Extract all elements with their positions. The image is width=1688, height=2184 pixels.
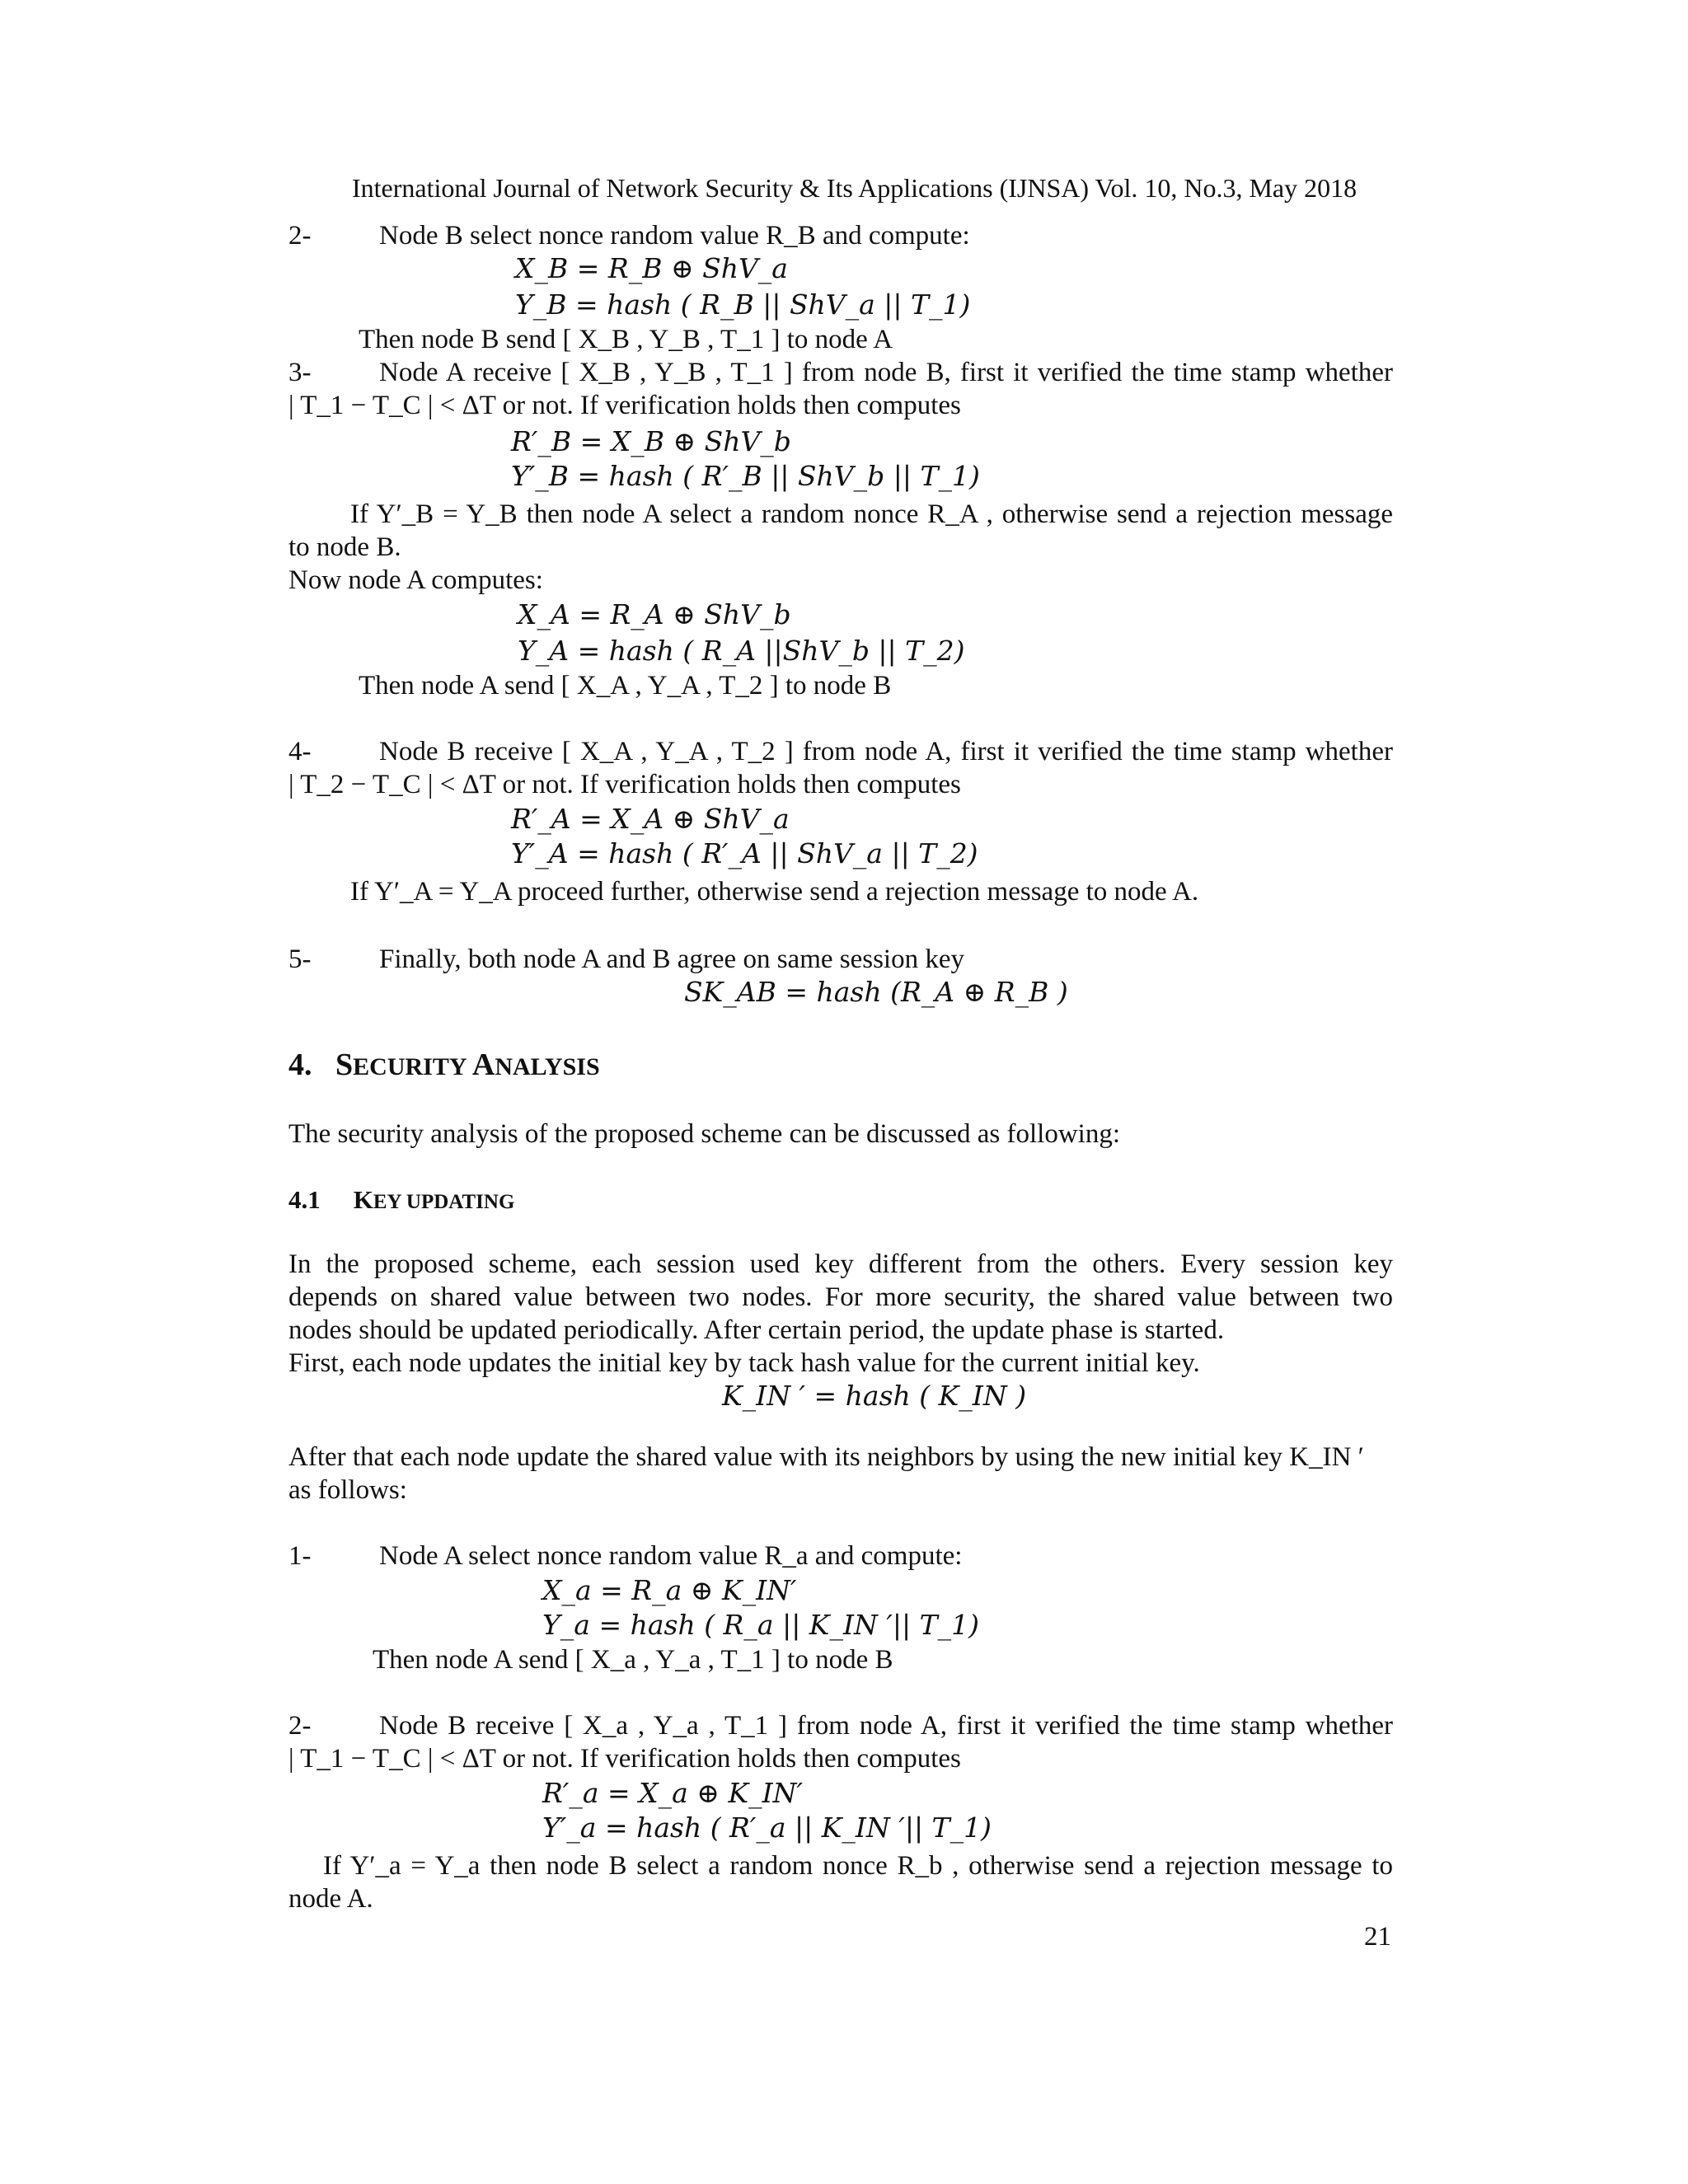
section-4-1-para-line: nodes should be updated periodically. After certain period, the update phase is started. <box>288 1315 1225 1345</box>
section-4-1-number: 4.1 <box>288 1185 321 1214</box>
ku-step-1-eq-ya: Y_a = hash ( R_a || K_IN ′|| T_1) <box>542 1609 979 1641</box>
ku-step-2-number: 2- <box>288 1711 312 1741</box>
step-3-cont: to node B. <box>288 532 401 562</box>
step-4-eq-ra: R′_A = X_A ⊕ ShV_a <box>511 803 790 835</box>
ku-step-2-line1: Node B receive [ X_a , Y_a , T_1 ] from node A, first it verified the time stamp whether <box>379 1711 1393 1741</box>
section-4-1-para-line: In the proposed scheme, each session used key different from the others. Every session key <box>288 1249 1393 1279</box>
step-3-send: Then node A send [ X_A , Y_A , T_2 ] to node B <box>359 671 892 701</box>
step-4-eq-ya: Y′_A = hash ( R′_A || ShV_a || T_2) <box>511 837 978 869</box>
section-4-1-eq-kin: K_IN ′ = hash ( K_IN ) <box>722 1380 1027 1412</box>
section-4-1-para2-line2: as follows: <box>288 1475 407 1505</box>
step-3-eq-ya: Y_A = hash ( R_A ||ShV_b || T_2) <box>518 635 965 667</box>
step-4-line1: Node B receive [ X_A , Y_A , T_2 ] from node A, first it verified the time stamp whether <box>379 737 1393 766</box>
step-5-number: 5- <box>288 944 312 974</box>
ku-step-1-send: Then node A send [ X_a , Y_a , T_1 ] to node B <box>373 1645 893 1675</box>
section-4-1-para-line: depends on shared value between two nodes. For more security, the shared value between two <box>288 1282 1393 1312</box>
ku-step-2-eq-ra: R′_a = X_a ⊕ K_IN′ <box>542 1777 803 1809</box>
step-3-eq-yb: Y′_B = hash ( R′_B || ShV_b || T_1) <box>511 460 980 492</box>
step-3-line1: Node A receive [ X_B , Y_B , T_1 ] from node B, first it verified the time stamp whether <box>379 358 1393 387</box>
ku-step-1-eq-xa: X_a = R_a ⊕ K_IN′ <box>542 1574 797 1606</box>
step-3-number: 3- <box>288 358 312 387</box>
section-4-heading: 4. SECURITY ANALYSIS <box>288 1047 600 1082</box>
step-4-if: If Y′_A = Y_A proceed further, otherwise send a rejection message to node A. <box>350 877 1199 907</box>
step-3-eq-xa: X_A = R_A ⊕ ShV_b <box>518 598 791 630</box>
step-2-number: 2- <box>288 221 312 251</box>
running-header: International Journal of Network Security & Its Applications (IJNSA) Vol. 10, No.3, May 2018 <box>352 173 1357 203</box>
step-2-eq-yb: Y_B = hash ( R_B || ShV_a || T_1) <box>515 288 971 321</box>
ku-step-2-line2: | T_1 − T_C | < ΔT or not. If verification holds then computes <box>288 1744 961 1774</box>
ku-step-2-if: If Y′_a = Y_a then node B select a random nonce R_b , otherwise send a rejection message to <box>323 1851 1393 1881</box>
ku-step-1-number: 1- <box>288 1541 312 1571</box>
section-4-1-para2-line1: After that each node update the shared value with its neighbors by using the new initial key K_IN ′ <box>288 1442 1364 1472</box>
step-2-send: Then node B send [ X_B , Y_B , T_1 ] to node A <box>359 325 893 354</box>
step-3-now: Now node A computes: <box>288 565 543 595</box>
step-4-line2: | T_2 − T_C | < ΔT or not. If verification holds then computes <box>288 770 961 799</box>
ku-step-1-text: Node A select nonce random value R_a and compute: <box>379 1541 963 1571</box>
ku-step-2-eq-ya: Y′_a = hash ( R′_a || K_IN ′|| T_1) <box>542 1811 992 1844</box>
step-4-number: 4- <box>288 737 312 766</box>
step-5-text: Finally, both node A and B agree on same session key <box>379 944 964 974</box>
page-number: 21 <box>1364 1922 1391 1952</box>
step-3-eq-rb: R′_B = X_B ⊕ ShV_b <box>511 425 791 457</box>
section-4-1-para-line: First, each node updates the initial key by tack hash value for the current initial key. <box>288 1348 1200 1378</box>
step-2-text: Node B select nonce random value R_B and compute: <box>379 221 970 251</box>
section-4-intro: The security analysis of the proposed scheme can be discussed as following: <box>288 1119 1120 1149</box>
ku-step-2-cont: node A. <box>288 1884 373 1914</box>
section-4-1-heading: 4.1 KEY UPDATING <box>288 1185 515 1214</box>
step-2-eq-xb: X_B = R_B ⊕ ShV_a <box>515 252 788 284</box>
step-3-if: If Y′_B = Y_B then node A select a random nonce R_A , otherwise send a rejection message <box>350 499 1393 529</box>
section-4-number: 4. <box>288 1047 312 1082</box>
step-3-line2: | T_1 − T_C | < ΔT or not. If verification holds then computes <box>288 391 961 420</box>
step-5-eq-sk: SK_AB = hash (R_A ⊕ R_B ) <box>684 976 1068 1008</box>
